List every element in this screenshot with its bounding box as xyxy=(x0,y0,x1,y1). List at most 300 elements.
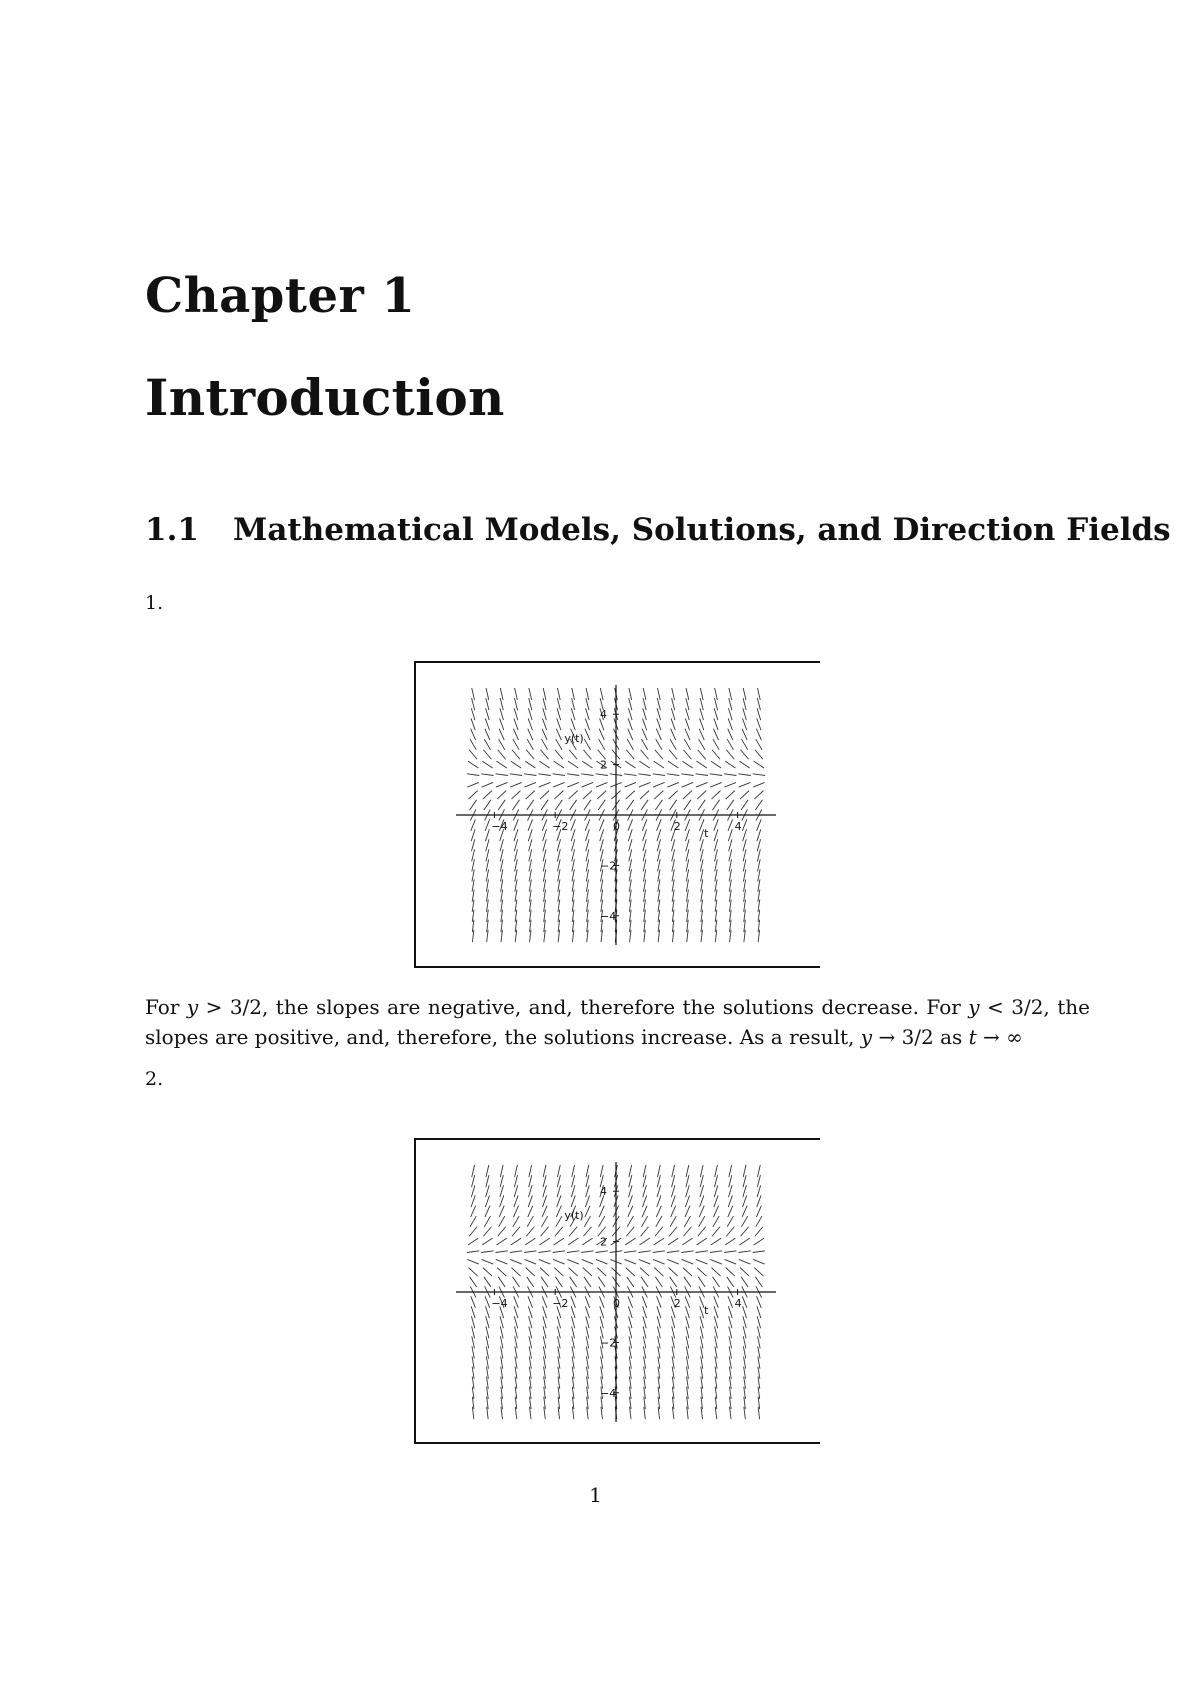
slope-segment xyxy=(728,1206,733,1217)
slope-segment xyxy=(626,750,634,760)
slope-segment xyxy=(743,1165,746,1177)
slope-segment xyxy=(696,782,708,787)
slope-segment xyxy=(669,791,678,799)
slope-segment xyxy=(497,1238,507,1245)
slope-segment xyxy=(754,1238,764,1245)
slope-segment xyxy=(569,791,578,799)
slope-segment xyxy=(486,688,489,700)
slope-segment xyxy=(742,729,747,740)
slope-segment xyxy=(471,729,476,740)
slope-segment xyxy=(470,800,477,810)
slope-segment xyxy=(700,1165,703,1177)
slope-segment xyxy=(556,729,561,740)
slope-segment xyxy=(572,1165,575,1177)
slope-segment xyxy=(496,782,508,787)
slope-segment xyxy=(540,791,549,799)
slope-segment xyxy=(510,782,522,787)
y-tick-label: 4 xyxy=(600,708,607,722)
slope-segment xyxy=(626,1227,634,1237)
slope-segment xyxy=(526,791,535,799)
slope-segment xyxy=(485,819,490,831)
x-tick-label: 0 xyxy=(613,820,620,833)
slope-segment xyxy=(542,1206,547,1217)
y-tick-label: −4 xyxy=(600,909,617,923)
slope-segment xyxy=(627,1216,633,1227)
slope-segment xyxy=(640,1268,649,1276)
slope-segment xyxy=(470,739,476,750)
slope-segment xyxy=(669,750,677,760)
slope-segment xyxy=(512,1277,519,1287)
slope-segment xyxy=(685,819,690,831)
slope-segment xyxy=(541,800,548,810)
slope-segment xyxy=(571,819,576,831)
slope-segment xyxy=(642,819,647,831)
slope-segment xyxy=(586,1165,589,1177)
slope-segment xyxy=(753,1259,765,1264)
slope-segment xyxy=(739,761,749,768)
slope-segment xyxy=(515,688,518,700)
slope-segment xyxy=(682,782,694,787)
slope-segment xyxy=(585,1206,590,1217)
slope-segment xyxy=(599,1296,604,1308)
slope-segment xyxy=(483,1227,491,1237)
slope-segment xyxy=(739,1259,751,1264)
slope-segment xyxy=(740,1268,749,1276)
slope-segment xyxy=(496,1259,508,1264)
slope-segment xyxy=(469,1268,478,1276)
text-segment: < 3/2, the slopes are positive, and, therefore, the solutions increase. As a result, xyxy=(145,995,1090,1049)
slope-segment xyxy=(569,750,577,760)
slope-segment xyxy=(681,774,693,776)
slope-segment xyxy=(527,800,534,810)
slope-segment xyxy=(699,1216,705,1227)
slope-segment xyxy=(471,1206,476,1217)
slope-segment xyxy=(554,791,563,799)
slope-segment xyxy=(729,688,732,700)
slope-segment xyxy=(639,761,649,768)
slope-segment xyxy=(754,1268,763,1276)
slope-segment xyxy=(741,739,747,750)
slope-segment xyxy=(742,819,747,831)
slope-segment xyxy=(742,1206,747,1217)
slope-segment xyxy=(528,1296,533,1308)
slope-segment xyxy=(653,1251,665,1253)
slope-segment xyxy=(498,800,505,810)
slope-segment xyxy=(469,791,478,799)
chapter-label: Chapter 1 xyxy=(145,268,416,324)
slope-segment xyxy=(683,791,692,799)
slope-segment xyxy=(727,800,734,810)
slope-segment xyxy=(657,1296,662,1308)
slope-segment xyxy=(470,1277,477,1287)
slope-segment xyxy=(541,1277,548,1287)
slope-segment xyxy=(682,1238,692,1245)
slope-segment xyxy=(554,1238,564,1245)
y-tick-label: 2 xyxy=(600,1235,607,1249)
slope-segment xyxy=(511,1268,520,1276)
slope-segment xyxy=(538,1251,550,1253)
slope-segment xyxy=(655,1227,663,1237)
slope-segment xyxy=(598,1277,605,1287)
slope-segment xyxy=(653,1259,665,1264)
slope-segment xyxy=(711,761,721,768)
slope-segment xyxy=(471,1296,476,1308)
slope-segment xyxy=(670,1277,677,1287)
slope-segment xyxy=(496,774,508,776)
slope-segment xyxy=(539,782,551,787)
slope-segment xyxy=(684,1277,691,1287)
slope-segment xyxy=(726,750,734,760)
slope-segment xyxy=(472,688,475,700)
slope-segment xyxy=(481,774,493,776)
slope-segment xyxy=(567,1259,579,1264)
slope-segment xyxy=(712,1227,720,1237)
slope-segment xyxy=(555,750,563,760)
x-tick-label: −4 xyxy=(491,1297,508,1310)
slope-segment xyxy=(555,1277,562,1287)
slope-segment xyxy=(499,1206,504,1217)
slope-segment xyxy=(553,1259,565,1264)
slope-segment xyxy=(484,1216,490,1227)
slope-segment xyxy=(482,1238,492,1245)
slope-segment xyxy=(668,1238,678,1245)
slope-segment xyxy=(599,1216,605,1227)
slope-segment xyxy=(699,729,704,740)
slope-segment xyxy=(624,1251,636,1253)
slope-segment xyxy=(698,1277,705,1287)
y-tick-label: −2 xyxy=(600,1336,617,1350)
slope-segment xyxy=(642,1296,647,1308)
slope-segment xyxy=(599,739,605,750)
slope-segment xyxy=(497,761,507,768)
slope-segment xyxy=(684,1216,690,1227)
text-segment: → 3/2 as xyxy=(872,1025,969,1049)
slope-segment xyxy=(672,688,675,700)
slope-segment xyxy=(686,688,689,700)
slope-segment xyxy=(657,819,662,831)
slope-segment xyxy=(696,1259,708,1264)
slope-segment xyxy=(724,1251,736,1253)
slope-segment xyxy=(656,739,662,750)
slope-segment xyxy=(483,791,492,799)
slope-segment xyxy=(540,1268,549,1276)
slope-segment xyxy=(738,774,750,776)
slope-segment xyxy=(581,1251,593,1253)
y-tick-label: −2 xyxy=(600,859,617,873)
section-heading xyxy=(145,512,1171,548)
slope-segment xyxy=(626,791,635,799)
slope-segment xyxy=(755,800,762,810)
slope-segment xyxy=(711,1238,721,1245)
slope-segment xyxy=(569,1227,577,1237)
x-tick-label: 4 xyxy=(734,820,742,833)
slope-segment xyxy=(525,782,537,787)
slope-segment xyxy=(498,1277,505,1287)
slope-segment xyxy=(524,774,536,776)
slope-segment xyxy=(699,1206,704,1217)
text-segment: > 3/2, the slopes are negative, and, therefore the solutions decrease. For xyxy=(198,995,969,1019)
slope-segment xyxy=(543,688,546,700)
slope-segment xyxy=(483,750,491,760)
slope-segment xyxy=(682,761,692,768)
slope-segment xyxy=(672,1165,675,1177)
slope-segment xyxy=(710,1259,722,1264)
x-tick-label: 4 xyxy=(734,1297,742,1310)
slope-segment xyxy=(710,774,722,776)
slope-segment xyxy=(583,1268,592,1276)
slope-segment xyxy=(714,1206,719,1217)
slope-segment xyxy=(470,1216,476,1227)
chapter-title: Introduction xyxy=(145,368,505,427)
slope-segment xyxy=(515,1165,518,1177)
slope-segment xyxy=(541,739,547,750)
slope-segment xyxy=(542,1296,547,1308)
slope-segment xyxy=(500,1165,503,1177)
slope-segment xyxy=(699,739,705,750)
slope-segment xyxy=(625,782,637,787)
slope-segment xyxy=(527,739,533,750)
slope-segment xyxy=(628,1206,633,1217)
slope-segment xyxy=(596,782,608,787)
slope-segment xyxy=(670,800,677,810)
slope-segment xyxy=(582,761,592,768)
slope-segment xyxy=(510,1259,522,1264)
slope-segment xyxy=(698,800,705,810)
slope-segment xyxy=(727,1216,733,1227)
math-variable: y xyxy=(968,995,980,1019)
slope-segment xyxy=(685,1296,690,1308)
direction-field-figure-2 xyxy=(414,1138,820,1444)
slope-segment xyxy=(700,688,703,700)
slope-segment xyxy=(528,1206,533,1217)
slope-segment xyxy=(629,688,632,700)
slope-segment xyxy=(511,791,520,799)
slope-segment xyxy=(739,1238,749,1245)
slope-segment xyxy=(713,800,720,810)
slope-segment xyxy=(542,819,547,831)
x-tick-label: −4 xyxy=(491,820,508,833)
slope-segment xyxy=(713,739,719,750)
slope-segment xyxy=(538,774,550,776)
slope-segment xyxy=(669,1268,678,1276)
slope-segment xyxy=(582,1259,594,1264)
slope-segment xyxy=(542,729,547,740)
slope-segment xyxy=(526,750,534,760)
slope-segment xyxy=(484,800,491,810)
problem-number-2: 2. xyxy=(145,1068,164,1090)
x-tick-label: 2 xyxy=(673,820,681,833)
slope-segment xyxy=(728,819,733,831)
slope-segment xyxy=(758,688,761,700)
slope-segment xyxy=(727,739,733,750)
slope-segment xyxy=(639,1259,651,1264)
slope-segment xyxy=(697,1238,707,1245)
slope-segment xyxy=(510,1251,522,1253)
slope-segment xyxy=(482,1259,494,1264)
slope-segment xyxy=(581,774,593,776)
y-tick-label: 2 xyxy=(600,758,607,772)
slope-segment xyxy=(484,1277,491,1287)
slope-segment xyxy=(553,1251,565,1253)
slope-segment xyxy=(741,800,748,810)
slope-segment xyxy=(529,688,532,700)
slope-segment xyxy=(740,791,749,799)
slope-segment xyxy=(525,1259,537,1264)
slope-segment xyxy=(724,774,736,776)
x-tick-label: 2 xyxy=(673,1297,681,1310)
slope-segment xyxy=(554,1268,563,1276)
math-variable: y xyxy=(186,995,199,1019)
slope-segment xyxy=(555,800,562,810)
page-number: 1 xyxy=(589,1483,602,1507)
slope-segment xyxy=(642,1206,647,1217)
slope-segment xyxy=(557,688,560,700)
slope-segment xyxy=(741,1227,749,1237)
slope-segment xyxy=(682,1259,694,1264)
slope-segment xyxy=(584,1277,591,1287)
slope-segment xyxy=(583,750,591,760)
slope-segment xyxy=(638,774,650,776)
text-segment: → ∞ xyxy=(976,1025,1023,1049)
slope-segment xyxy=(585,819,590,831)
x-axis-label: t xyxy=(704,1304,709,1317)
math-variable: y xyxy=(860,1025,873,1049)
slope-segment xyxy=(597,1268,606,1276)
slope-segment xyxy=(583,1227,591,1237)
slope-segment xyxy=(583,791,592,799)
slope-segment xyxy=(512,800,519,810)
slope-segment xyxy=(741,1277,748,1287)
slope-segment xyxy=(756,1206,761,1217)
slope-segment xyxy=(597,791,606,799)
slope-segment xyxy=(684,739,690,750)
slope-segment xyxy=(555,1227,563,1237)
slope-segment xyxy=(528,729,533,740)
slope-segment xyxy=(654,761,664,768)
slope-segment xyxy=(756,1216,762,1227)
slope-segment xyxy=(529,1165,532,1177)
slope-segment xyxy=(525,761,535,768)
slope-segment xyxy=(514,819,519,831)
slope-segment xyxy=(596,774,608,776)
slope-segment xyxy=(467,774,479,776)
slope-segment xyxy=(697,761,707,768)
slope-segment xyxy=(526,1227,534,1237)
slope-segment xyxy=(656,729,661,740)
slope-segment xyxy=(626,1268,635,1276)
slope-segment xyxy=(741,1216,747,1227)
slope-segment xyxy=(586,688,589,700)
slope-segment xyxy=(471,819,476,831)
slope-segment xyxy=(753,782,765,787)
slope-segment xyxy=(667,1251,679,1253)
y-tick-label: 4 xyxy=(600,1185,607,1199)
slope-segment xyxy=(754,791,763,799)
slope-segment xyxy=(513,1216,519,1227)
slope-segment xyxy=(714,1296,719,1308)
slope-segment xyxy=(512,1227,520,1237)
slope-segment xyxy=(628,1296,633,1308)
slope-segment xyxy=(629,1165,632,1177)
slope-segment xyxy=(600,688,603,700)
slope-segment xyxy=(625,1259,637,1264)
slope-segment xyxy=(497,791,506,799)
slope-segment xyxy=(511,761,521,768)
slope-segment xyxy=(467,1251,479,1253)
slope-segment xyxy=(726,1268,735,1276)
slope-segment xyxy=(655,800,662,810)
slope-segment xyxy=(554,761,564,768)
section-title: Mathematical Models, Solutions, and Direction Fields xyxy=(233,512,1171,548)
slope-segment xyxy=(667,774,679,776)
slope-segment xyxy=(639,1238,649,1245)
slope-segment xyxy=(726,791,735,799)
slope-segment xyxy=(570,1277,577,1287)
slope-segment xyxy=(526,1268,535,1276)
slope-segment xyxy=(599,819,604,831)
slope-segment xyxy=(584,800,591,810)
slope-segment xyxy=(567,774,579,776)
slope-segment xyxy=(599,1206,604,1217)
slope-segment xyxy=(739,782,751,787)
slope-segment xyxy=(485,1206,490,1217)
slope-segment xyxy=(741,750,749,760)
slope-segment xyxy=(469,750,477,760)
slope-segment xyxy=(510,774,522,776)
slope-segment xyxy=(584,1216,590,1227)
slope-segment xyxy=(669,1227,677,1237)
slope-segment xyxy=(643,688,646,700)
math-variable: t xyxy=(968,1025,977,1049)
slope-segment xyxy=(686,1165,689,1177)
slope-segment xyxy=(641,1277,648,1287)
slope-segment xyxy=(653,782,665,787)
slope-segment xyxy=(484,739,490,750)
slope-segment xyxy=(657,688,660,700)
slope-segment xyxy=(711,791,720,799)
slope-segment xyxy=(654,1268,663,1276)
slope-segment xyxy=(756,729,761,740)
slope-segment xyxy=(727,1277,734,1287)
slope-segment xyxy=(639,782,651,787)
slope-segment xyxy=(511,1238,521,1245)
slope-segment xyxy=(481,1251,493,1253)
slope-segment xyxy=(696,774,708,776)
slope-segment xyxy=(499,729,504,740)
slope-segment xyxy=(683,1227,691,1237)
slope-segment xyxy=(755,1277,762,1287)
slope-segment xyxy=(670,739,676,750)
slope-segment xyxy=(541,1227,549,1237)
slope-segment xyxy=(567,782,579,787)
slope-segment xyxy=(640,791,649,799)
slope-segment xyxy=(715,688,718,700)
slope-segment xyxy=(714,729,719,740)
slope-segment xyxy=(642,729,647,740)
slope-segment xyxy=(497,1268,506,1276)
slope-segment xyxy=(671,729,676,740)
slope-segment xyxy=(627,800,634,810)
slope-segment xyxy=(725,1259,737,1264)
slope-segment xyxy=(714,819,719,831)
slope-segment xyxy=(698,750,706,760)
direction-field-plot-2 xyxy=(416,1140,820,1442)
x-tick-label: −2 xyxy=(552,820,569,833)
slope-segment xyxy=(569,1268,578,1276)
problem-1-explanation xyxy=(145,992,1090,1052)
x-tick-label: −2 xyxy=(552,1297,569,1310)
slope-segment xyxy=(627,739,633,750)
